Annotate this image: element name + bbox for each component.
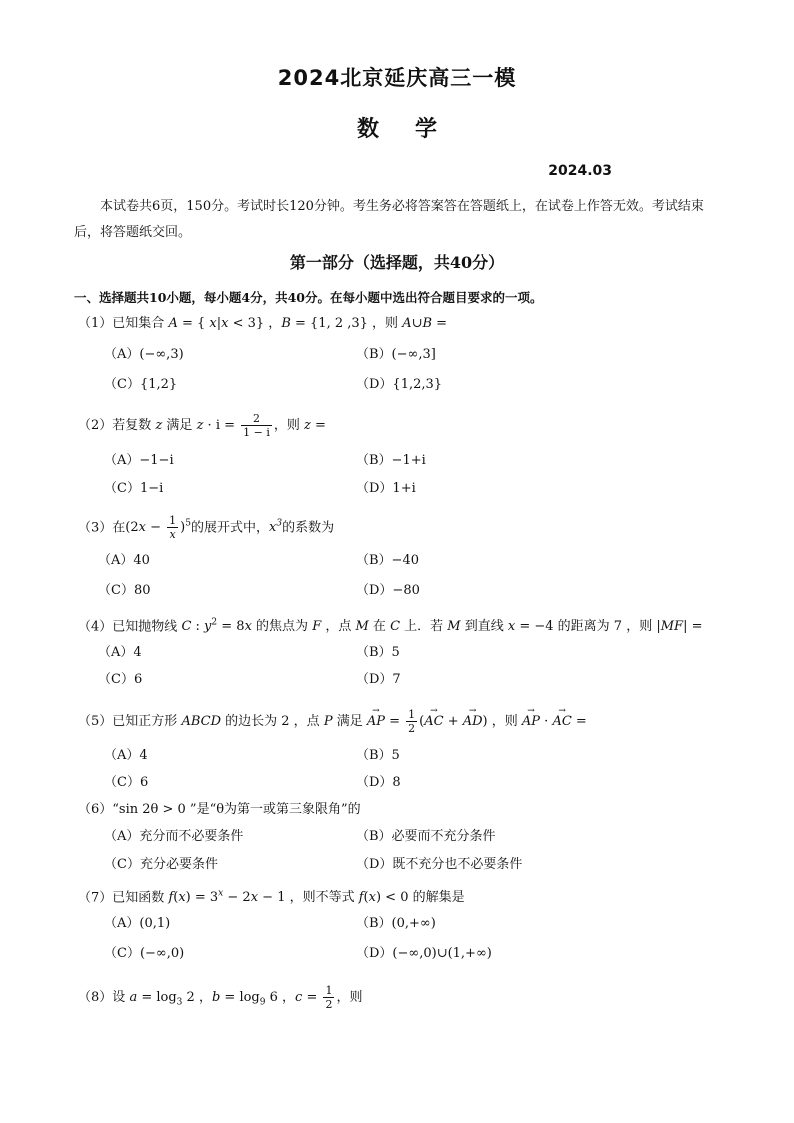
question-4	[78, 613, 738, 637]
option-d: （D）既不充分也不必要条件	[356, 857, 523, 872]
question-text-tail: 的展开式中，	[190, 520, 269, 536]
option-b: （B）5	[356, 748, 400, 763]
option-c: （C）6	[98, 672, 143, 687]
subject-title: 数学	[356, 117, 473, 142]
option-c: （C）80	[98, 583, 151, 598]
section-heading: 一、选择题共10小题，每小题4分，共40分。在每小题中选出符合题目要求的一项。	[74, 290, 543, 305]
option-d: （D）7	[356, 672, 401, 687]
question-number: （3）	[78, 520, 113, 536]
option-a: （A）40	[98, 553, 150, 568]
option-c: （C）{1,2}	[104, 377, 178, 392]
option-c: （C）6	[104, 775, 149, 790]
option-c: （C）充分必要条件	[104, 857, 218, 872]
math-expression: C : $y^2 = 8x$ 的焦点为 F ，点 M 在 C 上．若 M 到直线 x = −4 的距离为 7 ，则 |MF| =	[181, 618, 703, 635]
question-number: （7）	[78, 890, 113, 906]
option-c: （C）1−i	[104, 481, 164, 496]
option-a: （A）(−∞,3)	[104, 347, 184, 362]
math-expression: A = { x|x < 3} ，B = {1, 2 ,3} ，则 A∪B =	[168, 316, 448, 331]
option-b: （B）−1+i	[356, 453, 426, 468]
question-number: （8）	[78, 990, 113, 1005]
exam-title: 2024北京延庆高三一模	[277, 66, 517, 90]
question-3	[78, 514, 738, 541]
question-text-tail: 的系数为	[282, 520, 335, 536]
option-a: （A）(0,1)	[104, 916, 171, 931]
question-text: 已知正方形	[112, 714, 178, 729]
option-c: （C）(−∞,0)	[104, 946, 185, 961]
question-text: 设	[112, 990, 126, 1005]
question-number: （5）	[78, 714, 113, 729]
option-d: （D）1+i	[356, 481, 416, 496]
question-6	[78, 800, 738, 820]
question-number: （4）	[78, 619, 113, 635]
math-expression: (2x − $\frac{1}{x}$ )$^5$	[125, 514, 191, 542]
question-text: 若复数	[112, 418, 152, 433]
math-expression: ABCD 的边长为 2 ，点 P 满足 → AP = $\frac{1}{2}$ (→ AC + → AD) ，则 → AP · → AC =	[181, 714, 586, 729]
question-number: （2）	[78, 418, 113, 433]
question-text: 在	[112, 520, 126, 536]
option-a: （A）充分而不必要条件	[104, 829, 244, 844]
math-expression: $f(x) = 3^x - 2x - 1$ ，则不等式 f(x) < 0 的解集是	[168, 889, 465, 906]
math-expression: $x^3$	[268, 519, 283, 536]
option-a: （A）−1−i	[104, 453, 174, 468]
option-b: （B）(−∞,3]	[356, 347, 436, 362]
instructions: 本试卷共6页，150分。考试时长120分钟。考生务必将答案答在答题纸上，在试卷上作答无效。考试结束后，将答题纸交回。	[74, 199, 704, 240]
option-a: （A）4	[98, 645, 142, 660]
option-d: （D）{1,2,3}	[356, 377, 443, 392]
question-7	[78, 884, 738, 908]
question-text: “sin 2θ > 0 ”是“θ为第一或第三象限角”的	[112, 802, 361, 817]
option-b: （B）−40	[356, 553, 419, 568]
question-8	[78, 984, 738, 1013]
option-b: （B）必要而不充分条件	[356, 829, 496, 844]
option-b: （B）5	[356, 645, 400, 660]
math-expression: z 满足 z · i = $\frac{2}{1 - i}$ ，则 z =	[155, 412, 326, 439]
question-text: 已知集合	[112, 316, 165, 331]
option-b: （B）(0,+∞)	[356, 916, 436, 931]
option-d: （D）−80	[356, 583, 420, 598]
question-text: 已知抛物线	[112, 619, 178, 635]
option-d: （D）8	[356, 775, 401, 790]
math-expression: $a = \log_3 2$ ，$b = \log_9 6$ ，c = $\frac{1}{2}$ ，则	[129, 984, 363, 1011]
part-heading: 第一部分（选择题，共40分）	[289, 253, 505, 272]
exam-date: 2024.03	[548, 163, 612, 179]
question-text: 已知函数	[112, 890, 165, 906]
question-2	[78, 412, 738, 439]
question-1	[78, 314, 738, 334]
question-number: （6）	[78, 802, 113, 817]
question-5	[78, 708, 738, 735]
option-d: （D）(−∞,0)∪(1,+∞)	[356, 946, 492, 961]
question-number: （1）	[78, 316, 113, 331]
option-a: （A）4	[104, 748, 148, 763]
